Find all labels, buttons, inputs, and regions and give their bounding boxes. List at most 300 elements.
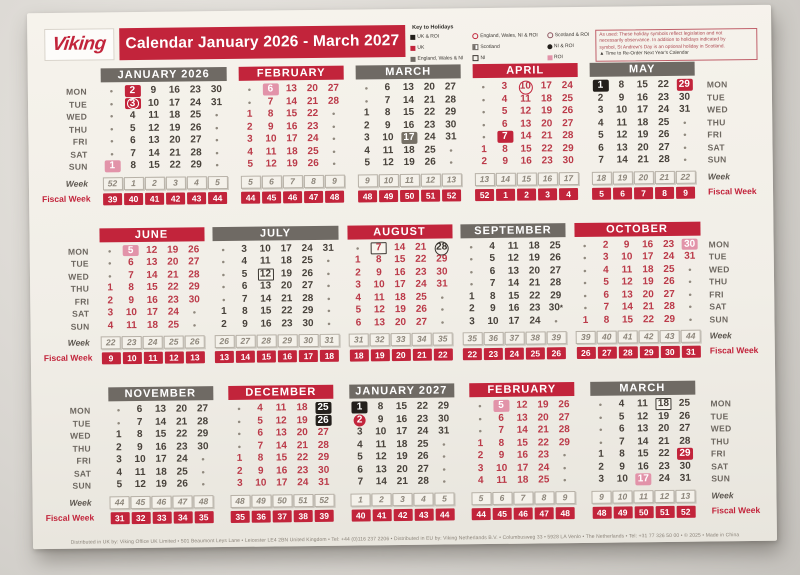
day-label: WED [68, 271, 90, 282]
fiscal-week-number: 29 [639, 346, 658, 358]
empty-day-dot: • [469, 241, 473, 252]
week-number-cell [151, 495, 172, 508]
empty-day-dot: • [599, 424, 603, 435]
fiscal-week-cell [256, 350, 277, 362]
day-cell: 13 [275, 427, 287, 439]
week-number: 26 [185, 335, 205, 348]
day-cell: 10 [255, 477, 267, 489]
day-cell: 26 [424, 156, 436, 168]
fiscal-week-cell [534, 507, 555, 519]
empty-day-dot: • [683, 154, 687, 165]
month-header: AUGUST [347, 224, 452, 239]
day-cell: 13 [402, 81, 414, 93]
day-cell: 7 [130, 147, 136, 159]
key-item-label: NI & ROI [553, 42, 574, 50]
footer-imprint: Distributed in UK by: Viking Office UK Limited • 501 Beaumont Leys Lane • Leicester LE4 2BN United Kingdom • Tel: +44 (0)116 237 2206 • Distributed in EU by: Viking Netherlands B.V. • Columbusweg 33 • 5928 LA Venlo • The Netherlands • Tel: +31 77 326 50 00 • © 2025 • Made in China [70, 532, 740, 546]
fiscal-week-number: 41 [372, 509, 391, 521]
week-number: 45 [130, 495, 150, 508]
key-item-label: England, Wales & NI [417, 55, 464, 62]
empty-day-dot: • [442, 464, 446, 475]
fiscal-week-row-label: Fiscal Week [709, 344, 759, 356]
key-item [472, 42, 538, 52]
day-cell: 15 [508, 290, 520, 302]
day-cell: 9 [623, 238, 630, 250]
week-number: 10 [612, 490, 632, 503]
month-block [590, 381, 697, 519]
week-number: 5 [207, 175, 227, 188]
day-cell: 19 [657, 410, 670, 422]
fiscal-week-cell [546, 347, 567, 359]
week-number-cell [313, 493, 334, 506]
fiscal-week-number: 48 [592, 506, 611, 518]
day-cell: 6 [603, 289, 610, 301]
week-number-row [591, 489, 696, 503]
week-number-row [100, 335, 205, 349]
fiscal-week-number: 14 [236, 351, 255, 363]
day-cell: 26 [176, 478, 188, 490]
day-cell: 17 [540, 80, 552, 92]
day-cell: 14 [148, 147, 160, 159]
day-cell: 13 [621, 288, 633, 301]
week-number-cell [142, 336, 163, 349]
week-number: 22 [675, 170, 695, 183]
empty-day-cell [554, 474, 575, 487]
week-number: 21 [654, 170, 674, 183]
day-cell: 26 [188, 243, 200, 255]
fiscal-week-number: 42 [166, 192, 185, 204]
month-block [101, 67, 229, 205]
day-cell: 1 [481, 143, 487, 155]
fiscal-week-number: 52 [475, 188, 494, 200]
week-number: 24 [143, 336, 163, 349]
week-number: 7 [513, 491, 533, 504]
day-cell: 15 [286, 108, 298, 120]
empty-day-cell [433, 438, 454, 451]
day-cell: 6 [130, 135, 136, 147]
day-label: WED [66, 111, 88, 122]
week-number-cell [434, 492, 455, 505]
week-number-cell [319, 334, 340, 347]
fiscal-week-cell [272, 510, 293, 522]
fiscal-week-cell [165, 192, 186, 204]
holiday-marked-day: 29 [676, 79, 692, 91]
week-number: 8 [303, 174, 323, 187]
empty-day-dot: • [683, 117, 687, 128]
day-cell: 1 [582, 314, 589, 326]
day-cell: 3 [241, 243, 248, 255]
day-cell: 11 [373, 291, 385, 303]
day-cell [312, 402, 333, 415]
week-number-row [357, 173, 462, 187]
week-number: 10 [378, 174, 398, 187]
empty-day-cell [99, 257, 120, 270]
day-cell: 15 [146, 281, 158, 293]
week-number-cell [675, 489, 696, 502]
day-cell: 2 [602, 239, 609, 251]
fiscal-week-number: 27 [597, 347, 616, 359]
holiday-marked-day: 10 [518, 81, 532, 95]
empty-day-cell [207, 146, 228, 159]
day-cell: 4 [241, 255, 248, 267]
week-number-row [240, 174, 345, 188]
day-cell: 12 [375, 451, 387, 463]
empty-day-dot: • [108, 270, 112, 281]
week-number-cell [390, 333, 411, 346]
day-cell: 18 [286, 145, 298, 157]
day-cell [102, 160, 123, 173]
day-cell: 8 [498, 437, 505, 449]
day-cell: 18 [517, 474, 529, 486]
day-cell: 14 [146, 269, 158, 281]
day-label: THU [709, 276, 728, 287]
day-cell: 9 [242, 318, 248, 330]
day-label: MON [706, 79, 728, 90]
week-number-row [229, 493, 334, 507]
week-row-label: Week [65, 178, 88, 189]
key-note-line: necessarily observance. In addition to holidays indicated by [599, 37, 726, 45]
day-cell: 9 [150, 84, 157, 96]
day-cell: 23 [415, 266, 427, 278]
empty-day-dot: • [440, 317, 445, 328]
key-item-label: Scotland & ROI [554, 31, 590, 39]
fiscal-week-number: 13 [215, 351, 234, 363]
empty-day-dot: • [247, 84, 252, 95]
day-cell: 5 [129, 122, 136, 134]
day-cell: 19 [280, 267, 293, 279]
fiscal-week-cell [121, 352, 142, 364]
day-cell: 31 [684, 250, 696, 262]
day-cell: 14 [616, 154, 628, 166]
empty-day-cell [228, 403, 249, 416]
week-number-row [462, 331, 567, 345]
fiscal-week-cell [504, 348, 525, 360]
day-cell: 6 [241, 280, 248, 292]
empty-day-dot: • [442, 476, 446, 487]
month-header: SEPTEMBER [460, 223, 565, 238]
day-cell: 24 [538, 461, 550, 473]
holiday-marked-day: 26 [315, 414, 331, 426]
fiscal-week-row [100, 351, 205, 364]
day-cell: 20 [423, 81, 435, 93]
fiscal-week-cell [654, 505, 675, 517]
day-cell: 21 [396, 475, 408, 488]
day-cell: 3 [469, 315, 475, 327]
darkcircle-symbol-icon [547, 44, 552, 49]
day-cell: 13 [259, 280, 272, 292]
day-cell: 7 [357, 476, 364, 488]
week-number-cell [638, 330, 659, 343]
empty-day-cell [590, 436, 611, 449]
day-cell: 23 [529, 302, 541, 314]
day-cell: 19 [169, 122, 181, 134]
day-cell: 21 [423, 94, 436, 106]
day-cell: 12 [507, 252, 519, 264]
empty-day-cell [574, 239, 595, 252]
fiscal-week-cell [513, 507, 534, 519]
day-labels-right [707, 61, 761, 197]
day-cell: 28 [444, 93, 457, 106]
week-number: 44 [681, 330, 701, 343]
empty-day-cell [324, 145, 345, 158]
day-cell: 20 [642, 288, 654, 300]
day-cell: 6 [498, 412, 504, 424]
day-cell: 4 [501, 93, 508, 105]
day-cell: 22 [541, 142, 553, 154]
fiscal-week-number: 4 [559, 187, 578, 199]
redcircle-symbol-icon [472, 34, 478, 40]
day-label: SAT [70, 149, 88, 160]
week-number: 34 [412, 333, 432, 346]
day-cell: 29 [437, 400, 450, 412]
week-number-cell [186, 176, 207, 189]
day-cell: 4 [116, 466, 123, 478]
day-cell: 28 [679, 435, 691, 447]
day-cell [674, 79, 695, 92]
empty-day-dot: • [599, 437, 603, 448]
month-block [239, 66, 346, 204]
fiscal-week-cell [314, 509, 335, 521]
fiscal-week-number: 10 [122, 352, 141, 364]
fiscal-week-number: 44 [435, 508, 454, 520]
week-number: 31 [349, 333, 369, 346]
day-cell: 6 [384, 82, 391, 94]
day-cell: 6 [618, 423, 625, 435]
week-number: 26 [214, 335, 234, 348]
day-cell: 21 [537, 424, 549, 436]
day-cell: 8 [502, 143, 508, 155]
holiday-marked-day: 25 [315, 402, 331, 414]
fiscal-week-number: 51 [421, 189, 440, 201]
day-cell: 23 [657, 91, 670, 103]
month-header: DECEMBER [228, 385, 333, 400]
week-number: 11 [633, 490, 653, 503]
day-cell: 30 [562, 155, 574, 167]
week-number-cell [462, 332, 483, 345]
fiscal-week-cell [186, 192, 207, 204]
empty-day-dot: • [442, 451, 446, 462]
day-cell: 27 [327, 82, 339, 94]
empty-day-dot: • [583, 290, 587, 301]
week-number-cell [612, 171, 633, 184]
day-label: SUN [68, 161, 88, 172]
day-cell: 24 [167, 306, 180, 318]
day-cell: 30 [436, 265, 448, 278]
day-cell: 25 [549, 239, 561, 251]
day-cell: 14 [375, 476, 387, 488]
day-cell: 21 [528, 277, 541, 289]
empty-day-cell [434, 475, 455, 488]
empty-day-cell [470, 413, 491, 426]
day-cell: 7 [603, 301, 610, 313]
week-number-cell [207, 175, 228, 188]
fiscal-week-number: 9 [101, 352, 120, 364]
day-cell: 2 [116, 441, 122, 453]
week-number-cell [324, 174, 345, 187]
week-number: 9 [555, 491, 575, 504]
day-label: TUE [70, 258, 89, 269]
empty-day-dot: • [563, 462, 567, 473]
empty-day-dot: • [481, 107, 486, 118]
day-cell: 14 [260, 292, 272, 305]
fiscal-week-cell [172, 511, 193, 523]
fiscal-week-cell [109, 512, 130, 524]
holiday-marked-day: 29 [677, 448, 693, 460]
empty-day-dot: • [110, 148, 114, 159]
day-cell: 23 [307, 120, 319, 132]
day-cell: 18 [540, 92, 553, 104]
day-cell: 28 [663, 300, 675, 313]
day-cell: 16 [395, 413, 408, 425]
day-cell: 9 [384, 119, 391, 131]
day-cell: 4 [364, 144, 370, 156]
empty-day-dot: • [215, 122, 219, 133]
fiscal-week-number: 45 [493, 507, 512, 519]
fiscal-week-cell [680, 346, 701, 358]
fiscal-week-number: 31 [110, 512, 129, 524]
day-cell: 27 [549, 264, 562, 276]
day-cell: 13 [373, 316, 386, 328]
day-cell: 28 [196, 415, 209, 427]
day-label: FRI [76, 455, 92, 466]
day-label: TUE [708, 251, 727, 262]
day-cell: 26 [549, 252, 561, 264]
fiscal-week-number: 43 [187, 192, 206, 204]
week-number: 49 [251, 494, 271, 507]
day-cell: 18 [296, 402, 308, 414]
fiscal-week-number: 47 [304, 190, 323, 202]
day-cell: 11 [134, 466, 146, 478]
week-number: 1 [123, 176, 143, 189]
viking-logo-box [44, 28, 115, 61]
day-cell: 1 [115, 429, 122, 441]
day-cell: 8 [619, 448, 625, 460]
week-number: 29 [277, 334, 297, 347]
week-number: 14 [495, 172, 515, 185]
day-cell: 1 [468, 290, 475, 302]
day-cell: 17 [508, 315, 520, 327]
day-cell: 29 [436, 253, 448, 265]
day-cell: 5 [247, 158, 254, 170]
week-row-label: Week [707, 170, 730, 182]
day-cell: 27 [562, 117, 574, 129]
week-number-cell [271, 494, 292, 507]
empty-day-cell [318, 267, 339, 280]
empty-day-cell [323, 120, 344, 133]
fiscal-week-cell [591, 506, 612, 518]
fiscal-week-number: 45 [262, 191, 281, 203]
fiscal-week-number: 18 [320, 350, 339, 362]
day-cell: 23 [189, 84, 201, 96]
fiscal-week-number: 34 [173, 511, 192, 523]
empty-day-dot: • [110, 111, 114, 122]
day-cell: 20 [541, 117, 553, 129]
day-cell: 8 [489, 290, 496, 302]
key-item [410, 54, 463, 64]
day-cell: 3 [501, 80, 508, 92]
day-cell: 12 [275, 414, 287, 426]
day-cell: 30 [197, 440, 209, 452]
week-number: 9 [324, 174, 344, 187]
halfbox-symbol-icon [472, 45, 478, 51]
week-number-cell [575, 331, 596, 344]
fiscal-week-cell [638, 346, 659, 358]
week-number: 2 [144, 176, 164, 189]
calendar-sheet [27, 5, 777, 549]
day-cell: 7 [241, 293, 248, 305]
day-cell: 11 [265, 145, 277, 158]
day-cell: 23 [663, 238, 675, 250]
day-cell: 1 [598, 448, 604, 460]
day-cell: 29 [302, 305, 314, 317]
holiday-marked-day: 17 [401, 132, 417, 144]
fiscal-week-number: 49 [379, 190, 398, 202]
day-cell: 16 [146, 294, 158, 306]
day-cell: 24 [189, 96, 202, 108]
day-label: MON [69, 405, 91, 416]
day-cell: 19 [540, 105, 553, 117]
fiscal-week-row [591, 505, 696, 518]
empty-day-cell [590, 424, 611, 437]
day-cell: 21 [637, 154, 649, 166]
week-number-cell [525, 331, 546, 344]
fiscal-week-number: 3 [538, 188, 557, 200]
empty-day-dot: • [469, 266, 474, 277]
empty-day-cell [239, 96, 260, 109]
empty-day-dot: • [364, 83, 368, 94]
week-number: 48 [230, 494, 250, 507]
day-cell: 27 [417, 463, 429, 475]
week-number: 31 [319, 334, 339, 347]
week-number-cell [432, 332, 453, 345]
day-cell: 17 [276, 477, 288, 489]
fiscal-week-row-label: Fiscal Week [711, 504, 761, 516]
day-cell: 27 [317, 426, 329, 438]
fiscal-week-cell [471, 507, 492, 519]
empty-day-dot: • [482, 132, 486, 143]
day-cell: 22 [281, 305, 293, 317]
fiscal-week-number: 44 [208, 191, 227, 203]
empty-day-cell [590, 411, 611, 424]
fiscal-week-number: 44 [472, 508, 491, 520]
empty-day-cell [324, 158, 345, 171]
fiscal-week-cell [130, 511, 151, 523]
day-cell [490, 400, 511, 413]
day-label: THU [68, 124, 88, 135]
week-number-row [575, 330, 701, 344]
day-cell: 4 [477, 475, 484, 487]
week-number-cell [303, 174, 324, 187]
day-cell: 30 [188, 293, 200, 305]
fiscal-week-cell [350, 509, 371, 521]
fiscal-week-cell [240, 191, 261, 203]
week-number-cell [495, 172, 516, 185]
fiscal-week-row-label: Fiscal Week [45, 512, 95, 523]
fiscal-week-number: 37 [273, 510, 292, 522]
day-cell: 28 [302, 292, 314, 304]
fiscal-week-number: 48 [358, 190, 377, 202]
month-block [469, 382, 576, 520]
day-cell: 10 [125, 307, 138, 319]
fiscal-week-cell [371, 509, 392, 521]
empty-day-dot: • [108, 245, 112, 256]
day-cell: 9 [619, 460, 626, 473]
day-cell [633, 473, 654, 486]
empty-day-dot: • [440, 292, 444, 303]
day-cell: 15 [395, 400, 408, 413]
fiscal-week-number: 23 [484, 348, 503, 360]
month-day-grid [469, 399, 575, 488]
empty-day-cell [101, 85, 122, 98]
